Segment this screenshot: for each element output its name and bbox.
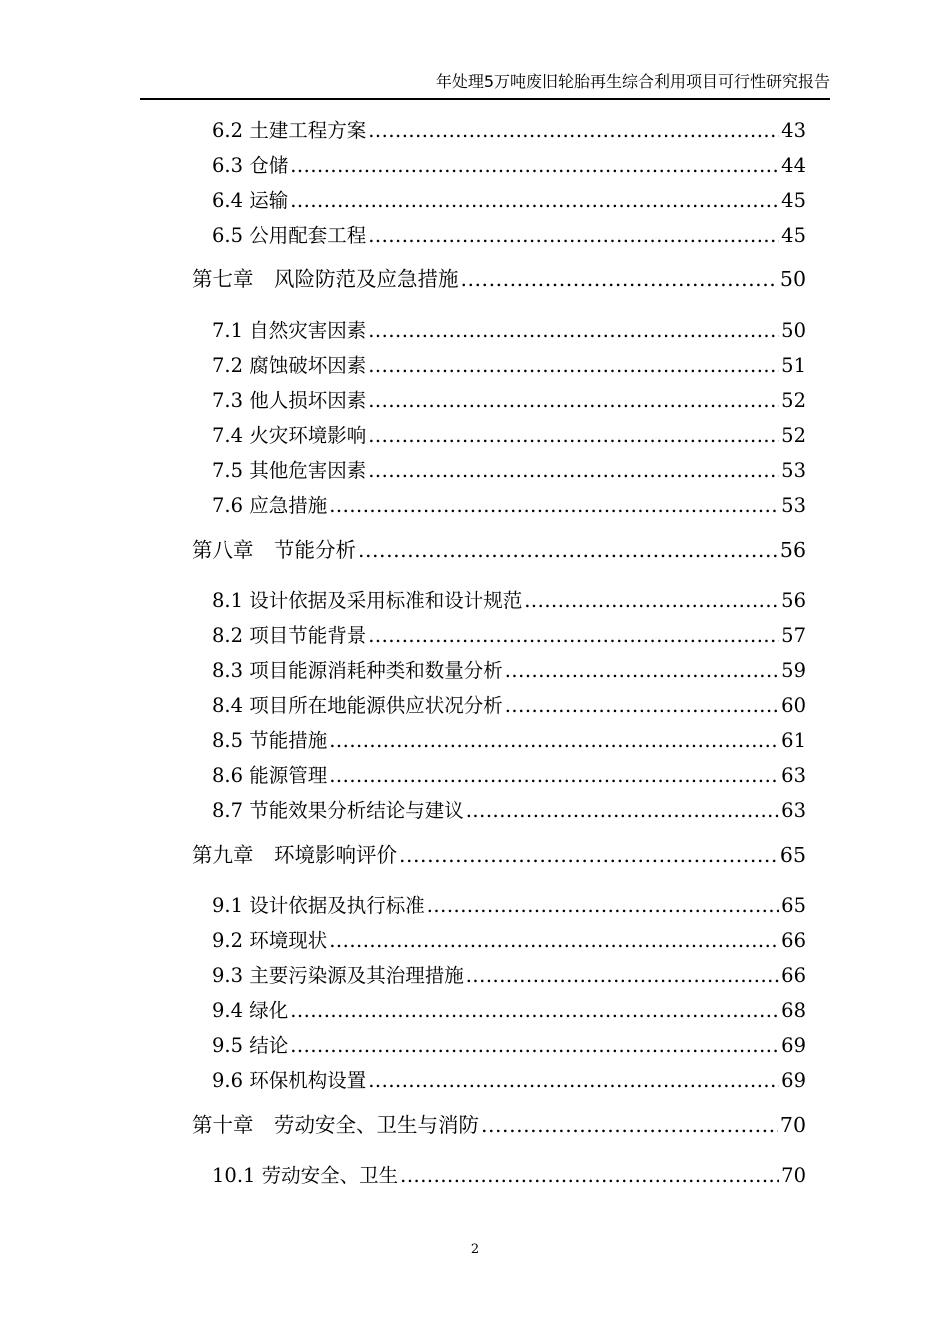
toc-section-entry[interactable] — [212, 796, 806, 826]
toc-dot-leader — [461, 264, 778, 294]
toc-dot-leader — [368, 456, 779, 486]
toc-entry-page: 45 — [781, 224, 806, 247]
toc-dot-leader — [466, 796, 779, 826]
toc-entry-page: 51 — [781, 354, 806, 377]
toc-entry-label: 8.2 项目节能背景 — [212, 624, 367, 647]
toc-entry-label: 8.1 设计依据及采用标准和设计规范 — [212, 589, 523, 612]
toc-entry-page: 56 — [781, 589, 806, 612]
toc-entry-label: 7.3 他人损坏因素 — [212, 389, 367, 412]
toc-dot-leader — [290, 1031, 779, 1061]
toc-entry-label: 第七章 风险防范及应急措施 — [192, 267, 459, 291]
toc-entry-label: 第九章 环境影响评价 — [192, 843, 397, 867]
toc-dot-leader — [290, 186, 779, 216]
toc-entry-page: 63 — [781, 764, 806, 787]
toc-section-entry[interactable] — [212, 316, 806, 346]
toc-entry-page: 66 — [781, 929, 806, 952]
page-number: 2 — [470, 1242, 480, 1257]
toc-dot-leader — [368, 351, 779, 381]
toc-section-entry[interactable] — [212, 116, 806, 146]
toc-section-entry[interactable] — [212, 386, 806, 416]
toc-entry-label: 9.5 结论 — [212, 1034, 289, 1057]
toc-entry-page: 44 — [781, 154, 806, 177]
toc-section-entry[interactable] — [212, 1031, 806, 1061]
toc-entry-label: 8.7 节能效果分析结论与建议 — [212, 799, 464, 822]
toc-entry-label: 8.6 能源管理 — [212, 764, 328, 787]
toc-entry-page: 52 — [781, 424, 806, 447]
toc-entry-page: 50 — [781, 319, 806, 342]
toc-entry-page: 66 — [781, 964, 806, 987]
toc-entry-page: 61 — [781, 729, 806, 752]
toc-section-entry[interactable] — [212, 926, 806, 956]
toc-entry-page: 50 — [779, 267, 806, 291]
toc-section-entry[interactable] — [212, 586, 806, 616]
toc-entry-page: 70 — [781, 1164, 806, 1187]
toc-section-entry[interactable] — [212, 761, 806, 791]
toc-dot-leader — [368, 116, 779, 146]
toc-section-entry[interactable] — [212, 186, 806, 216]
toc-dot-leader — [358, 535, 778, 565]
toc-chapter-entry[interactable] — [192, 840, 806, 870]
toc-entry-label: 7.5 其他危害因素 — [212, 459, 367, 482]
toc-chapter-entry[interactable] — [192, 1110, 806, 1140]
toc-entry-label: 6.3 仓储 — [212, 154, 289, 177]
toc-section-entry[interactable] — [212, 1161, 806, 1191]
toc-section-entry[interactable] — [212, 456, 806, 486]
toc-dot-leader — [481, 1110, 778, 1140]
toc-section-entry[interactable] — [212, 996, 806, 1026]
toc-entry-page: 53 — [781, 494, 806, 517]
toc-entry-label: 9.4 绿化 — [212, 999, 289, 1022]
toc-section-entry[interactable] — [212, 621, 806, 651]
toc-entry-label: 10.1 劳动安全、卫生 — [212, 1164, 399, 1187]
toc-dot-leader — [290, 151, 779, 181]
toc-entry-page: 43 — [781, 119, 806, 142]
toc-entry-page: 52 — [781, 389, 806, 412]
toc-entry-page: 60 — [781, 694, 806, 717]
toc-dot-leader — [290, 996, 779, 1026]
toc-section-entry[interactable] — [212, 691, 806, 721]
toc-section-entry[interactable] — [212, 961, 806, 991]
toc-entry-label: 7.4 火灾环境影响 — [212, 424, 367, 447]
toc-entry-label: 9.1 设计依据及执行标准 — [212, 894, 425, 917]
toc-entry-page: 63 — [781, 799, 806, 822]
toc-dot-leader — [368, 1066, 779, 1096]
toc-section-entry[interactable] — [212, 421, 806, 451]
toc-dot-leader — [427, 891, 779, 921]
toc-dot-leader — [368, 316, 779, 346]
toc-entry-page: 59 — [781, 659, 806, 682]
toc-dot-leader — [368, 221, 779, 251]
toc-entry-page: 69 — [781, 1034, 806, 1057]
toc-entry-label: 第十章 劳动安全、卫生与消防 — [192, 1113, 479, 1137]
toc-entry-page: 45 — [781, 189, 806, 212]
toc-dot-leader — [524, 586, 779, 616]
toc-entry-label: 9.6 环保机构设置 — [212, 1069, 367, 1092]
toc-entry-label: 6.4 运输 — [212, 189, 289, 212]
toc-section-entry[interactable] — [212, 1066, 806, 1096]
toc-entry-label: 7.1 自然灾害因素 — [212, 319, 367, 342]
toc-dot-leader — [368, 386, 779, 416]
toc-section-entry[interactable] — [212, 151, 806, 181]
toc-section-entry[interactable] — [212, 491, 806, 521]
toc-entry-label: 7.6 应急措施 — [212, 494, 328, 517]
toc-entry-label: 6.2 土建工程方案 — [212, 119, 367, 142]
toc-dot-leader — [505, 691, 779, 721]
toc-section-entry[interactable] — [212, 891, 806, 921]
toc-section-entry[interactable] — [212, 351, 806, 381]
toc-dot-leader — [466, 961, 779, 991]
toc-entry-label: 9.2 环境现状 — [212, 929, 328, 952]
toc-entry-page: 68 — [781, 999, 806, 1022]
toc-entry-label: 第八章 节能分析 — [192, 538, 356, 562]
toc-dot-leader — [329, 761, 779, 791]
toc-chapter-entry[interactable] — [192, 264, 806, 294]
toc-dot-leader — [368, 621, 779, 651]
toc-entry-page: 56 — [779, 538, 806, 562]
toc-section-entry[interactable] — [212, 656, 806, 686]
toc-dot-leader — [368, 421, 779, 451]
toc-entry-label: 8.4 项目所在地能源供应状况分析 — [212, 694, 503, 717]
toc-entry-page: 70 — [779, 1113, 806, 1137]
toc-dot-leader — [329, 491, 779, 521]
toc-chapter-entry[interactable] — [192, 535, 806, 565]
toc-entry-page: 65 — [779, 843, 806, 867]
toc-dot-leader — [399, 840, 778, 870]
toc-entry-label: 7.2 腐蚀破坏因素 — [212, 354, 367, 377]
toc-entry-label: 8.3 项目能源消耗种类和数量分析 — [212, 659, 503, 682]
toc-section-entry[interactable] — [212, 726, 806, 756]
toc-dot-leader — [400, 1161, 779, 1191]
toc-entry-label: 6.5 公用配套工程 — [212, 224, 367, 247]
document-title: 年处理5万吨废旧轮胎再生综合利用项目可行性研究报告 — [435, 72, 830, 91]
toc-dot-leader — [505, 656, 779, 686]
toc-entry-label: 9.3 主要污染源及其治理措施 — [212, 964, 464, 987]
toc-entry-page: 65 — [781, 894, 806, 917]
toc-entry-label: 8.5 节能措施 — [212, 729, 328, 752]
toc-dot-leader — [329, 726, 779, 756]
toc-entry-page: 53 — [781, 459, 806, 482]
toc-section-entry[interactable] — [212, 221, 806, 251]
toc-dot-leader — [329, 926, 779, 956]
toc-entry-page: 57 — [781, 624, 806, 647]
toc-entry-page: 69 — [781, 1069, 806, 1092]
